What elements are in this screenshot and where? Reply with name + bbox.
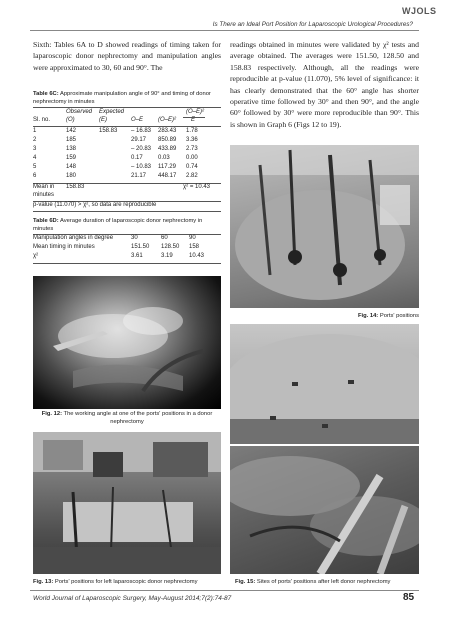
- table-cell: Mean timing in minutes: [33, 244, 95, 250]
- table-cell: 117.29: [158, 164, 176, 170]
- fig-13-image: [33, 432, 221, 574]
- table-6c-note-row: [33, 202, 221, 211]
- page-number: 85: [403, 592, 415, 603]
- fig-14-caption-text: Ports' positions: [379, 313, 419, 319]
- right-paragraph: readings obtained in minutes were validated by χ² tests and average obtained. The averages were 151.50, 128.50 and 158.83 respectively. Although, all the readings were reproducible at p-value (11.070), 5% level of significance: it has clearly demonstrated that the 60° angle has shorter operative time followed by 30° and then 90°, and the angle 60° followed by 30° were more reproducible than 90°. This is shown in Graph 6 (Figs 12 to 19).: [230, 40, 419, 129]
- header-chi-fraction-top: (O–E)²: [186, 109, 204, 115]
- table-cell: 0.74: [186, 164, 198, 170]
- table-cell: – 16.83: [131, 128, 152, 134]
- table-6c-note: p-value (11.070) > χ², so data are reproducible: [33, 202, 157, 208]
- table-cell: 433.89: [158, 146, 177, 152]
- table-cell: 3.61: [131, 253, 143, 259]
- footer-citation: World Journal of Laparoscopic Surgery, May-August 2014;7(2):74-87: [33, 595, 232, 602]
- table-6d-row: [33, 253, 221, 262]
- table-cell: 1.78: [186, 128, 198, 134]
- table-6c-row: [33, 146, 221, 155]
- fig-14-photo: [230, 145, 419, 308]
- table-cell: 60: [161, 235, 168, 241]
- header-chi-fraction-bottom: E: [191, 117, 196, 123]
- header-o: (O): [66, 117, 75, 123]
- table-6c: [33, 107, 221, 211]
- table-cell: 30: [131, 235, 138, 241]
- fig-15-photo-top: [230, 324, 419, 444]
- table-cell: – 10.83: [131, 164, 152, 170]
- table-cell: 10.43: [189, 253, 205, 259]
- table-cell: 5: [33, 164, 37, 170]
- table-cell: 0.03: [158, 155, 170, 161]
- table-cell: 158: [189, 244, 200, 250]
- table-cell: Manipulation angles in degree: [33, 235, 114, 241]
- header-o-minus-e: O–E: [131, 117, 144, 123]
- table-6d-label: Table 6D:: [33, 218, 59, 224]
- fig-15-image-bottom: [230, 446, 419, 574]
- table-6c-row: [33, 128, 221, 137]
- fig-12-caption: [36, 411, 218, 426]
- fig-15-image-top: [230, 324, 419, 444]
- table-cell: 159: [66, 155, 77, 161]
- header-rule: [30, 30, 419, 31]
- table-cell: 6: [33, 173, 37, 179]
- table-6c-title: [33, 90, 221, 106]
- table-6d-title: [33, 217, 221, 233]
- table-6c-label: Table 6C:: [33, 91, 59, 97]
- fraction-bar: [183, 117, 205, 118]
- table-cell: 185: [66, 137, 77, 143]
- header-observed: Observed: [66, 109, 93, 115]
- table-cell: 148: [66, 164, 77, 170]
- fig-13-caption-text: Ports' positions for left laparoscopic donor nephrectomy: [54, 579, 198, 585]
- fig-15-caption-text: Sites of ports' positions after left donor nephrectomy: [256, 579, 391, 585]
- table-cell: 850.89: [158, 137, 177, 143]
- table-cell: 3.19: [161, 253, 173, 259]
- header-o-minus-e-sq: (O–E)²: [158, 117, 176, 123]
- fig-12-photo: [33, 276, 221, 409]
- table-6c-row: [33, 173, 221, 182]
- table-cell: 180: [66, 173, 77, 179]
- table-cell: χ²: [33, 253, 39, 259]
- table-cell: 283.43: [158, 128, 177, 134]
- table-cell: 0.00: [186, 155, 198, 161]
- table-6c-row: [33, 155, 221, 164]
- table-6c-row: [33, 164, 221, 173]
- table-cell: 158.83: [99, 128, 118, 134]
- table-cell: 1: [33, 128, 37, 134]
- table-cell: – 20.83: [131, 146, 152, 152]
- table-cell: 29.17: [131, 137, 147, 143]
- mean-unit: minutes: [33, 192, 55, 198]
- table-cell: 151.50: [131, 244, 150, 250]
- header-sl-no: Sl. no.: [33, 117, 51, 123]
- table-6d-row: [33, 244, 221, 253]
- running-head: Is There an Ideal Port Position for Laparoscopic Urological Procedures?: [212, 21, 413, 28]
- fig-14-image: [230, 145, 419, 308]
- table-cell: 128.50: [161, 244, 180, 250]
- table-6c-row: [33, 137, 221, 146]
- table-cell: 3: [33, 146, 37, 152]
- table-6c-header-row-2: [33, 117, 221, 126]
- table-cell: 2.73: [186, 146, 198, 152]
- fig-15-photo-bottom: [230, 446, 419, 574]
- fig-15-label: Fig. 15:: [235, 579, 256, 585]
- fig-13-caption: [33, 579, 221, 587]
- table-cell: 4: [33, 155, 37, 161]
- fig-12-caption-text: The working angle at one of the ports' positions in a donor nephrectomy: [63, 411, 213, 425]
- table-6d: [33, 234, 221, 264]
- fig-15-caption: [235, 579, 419, 587]
- left-paragraph: Sixth: Tables 6A to D showed readings of timing taken for laparoscopic donor nephrectomy and manipulation angles were approximated to 30, 60 and 90°. The: [33, 40, 221, 72]
- chi-square-total: χ² = 10.43: [183, 184, 210, 190]
- table-cell: 21.17: [131, 173, 147, 179]
- fig-12-image: [33, 276, 221, 409]
- table-cell: 142: [66, 128, 77, 134]
- table-6c-mean-unit-row: [33, 192, 221, 201]
- mean-label: Mean in: [33, 184, 55, 190]
- journal-tag: WJOLS: [402, 6, 437, 16]
- fig-14-caption: [230, 313, 419, 321]
- footer-rule: [30, 590, 419, 591]
- table-cell: 448.17: [158, 173, 177, 179]
- fig-13-label: Fig. 13:: [33, 579, 54, 585]
- table-cell: 2: [33, 137, 37, 143]
- table-cell: 0.17: [131, 155, 143, 161]
- table-6d-title-text: Average duration of laparoscopic donor nephrectomy in minutes: [33, 218, 203, 232]
- header-expected: Expected: [99, 109, 125, 115]
- header-e: (E): [99, 117, 107, 123]
- table-cell: 90: [189, 235, 196, 241]
- fig-14-label: Fig. 14:: [357, 313, 379, 319]
- table-cell: 2.82: [186, 173, 198, 179]
- table-6c-title-text: Approximate manipulation angle of 90° and timing of donor nephrectomy in minutes: [33, 91, 211, 105]
- fig-12-label: Fig. 12:: [41, 411, 63, 417]
- table-cell: 3.36: [186, 137, 198, 143]
- table-6d-row: [33, 235, 221, 244]
- fig-13-photo: [33, 432, 221, 574]
- table-cell: 138: [66, 146, 77, 152]
- mean-value: 158.83: [66, 184, 85, 190]
